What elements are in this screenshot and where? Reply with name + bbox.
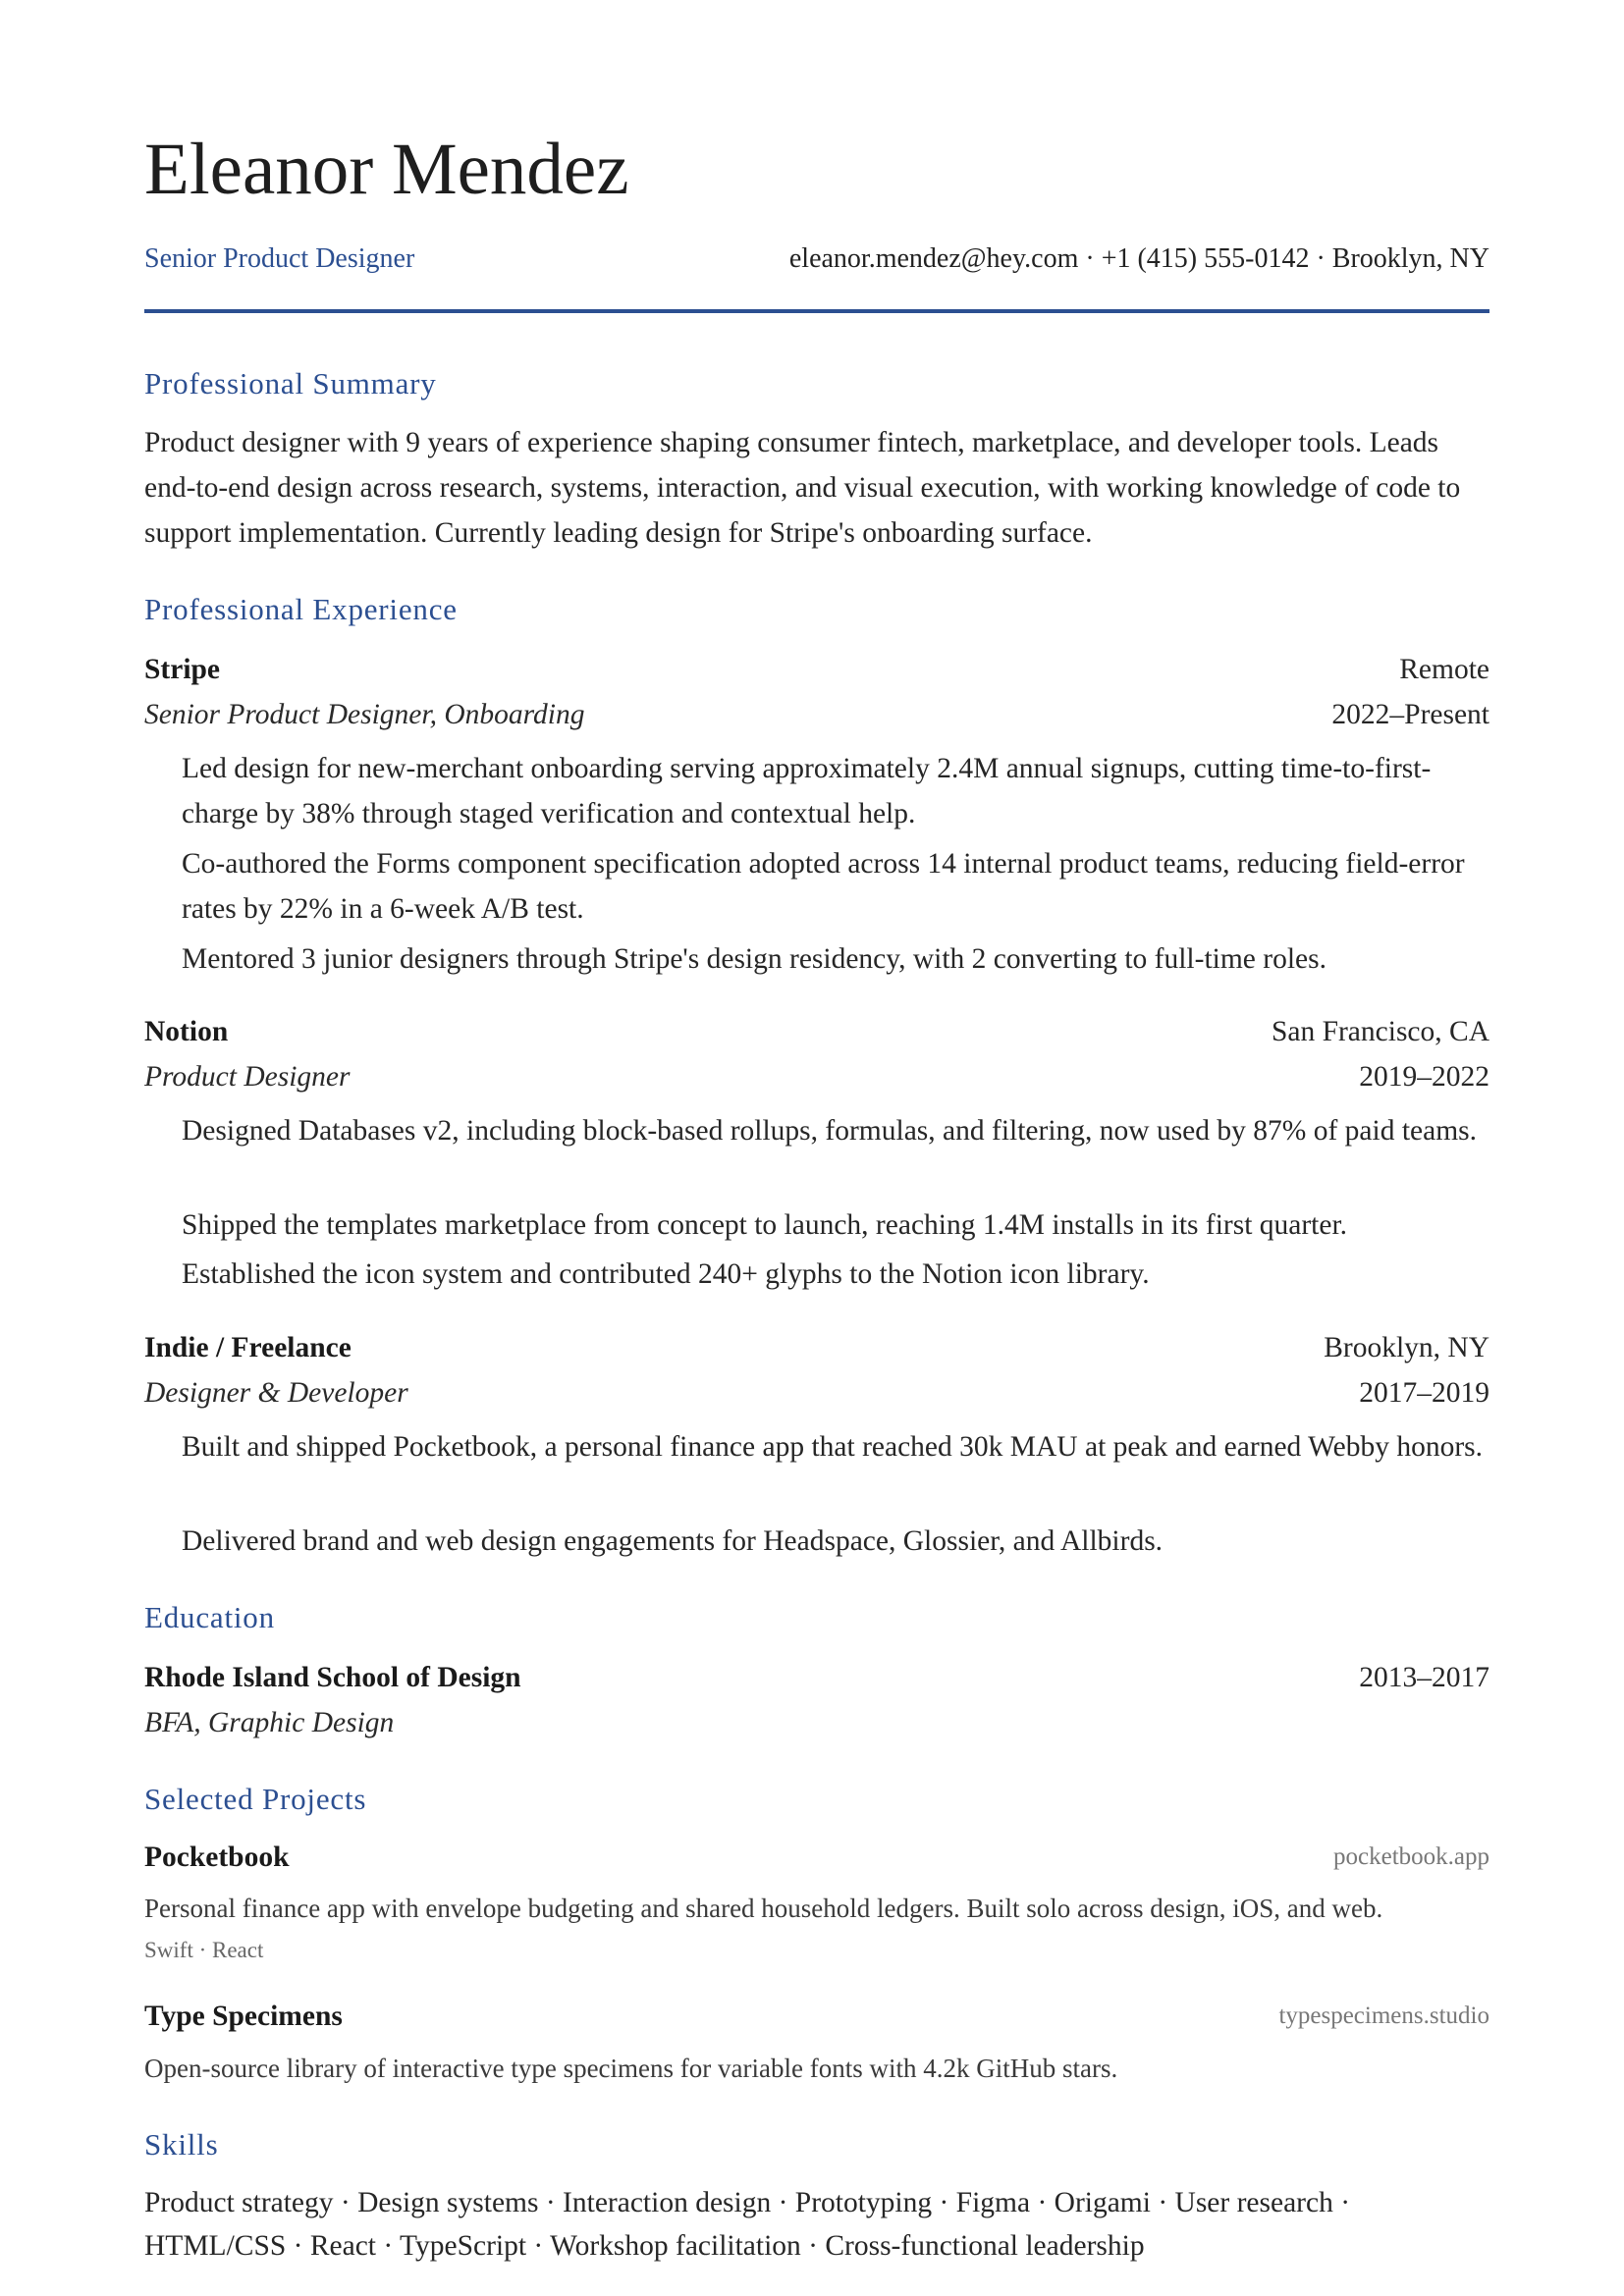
project-url: pocketbook.app [1333, 1843, 1489, 1870]
contact-info: eleanor.mendez@hey.com · +1 (415) 555-0142 · Brooklyn, NY [788, 243, 1489, 274]
job-bullet: Led design for new-merchant onboarding serving approximately 2.4M annual signups, cutting time-to-first-charge by 38% through staged verification and contextual help. [182, 753, 1432, 829]
job-bullet: Mentored 3 junior designers through Stripe's design residency, with 2 converting to full-time roles. [182, 943, 1326, 975]
education-subheader [144, 1703, 1489, 1742]
job-location: Brooklyn, NY [1324, 1332, 1489, 1363]
job-dates: 2017–2019 [1359, 1377, 1489, 1409]
job-bullet: Built and shipped Pocketbook, a personal finance app that reached 30k MAU at peak and earned Webby honors. [182, 1431, 1484, 1463]
job-company: Stripe [144, 654, 221, 685]
section-title-projects: Selected Projects [144, 1782, 367, 1816]
education-header [144, 1658, 1489, 1697]
skills-list: Product strategy · Design systems · Interaction design · Prototyping · Figma · Origami · User research · HTML/CSS · React · TypeScript · Workshop facilitation · Cross-functional leadership [144, 2187, 1351, 2262]
job-bullet: Established the icon system and contributed 240+ glyphs to the Notion icon library. [182, 1258, 1150, 1290]
candidate-role: Senior Product Designer [144, 243, 415, 274]
job-title: Senior Product Designer, Onboarding [144, 699, 585, 730]
job-dates: 2019–2022 [1359, 1061, 1489, 1093]
section-title-skills: Skills [144, 2127, 219, 2162]
candidate-name: Eleanor Mendez [144, 129, 629, 210]
job-location: Remote [1399, 654, 1489, 685]
job-bullet: Shipped the templates marketplace from concept to launch, reaching 1.4M installs in its first quarter. [182, 1209, 1348, 1241]
job-subheader [144, 1057, 1489, 1096]
job-title: Designer & Developer [144, 1377, 408, 1409]
project-header [144, 1997, 1489, 2036]
project-tech: Swift · React [144, 1938, 264, 1962]
section-title-experience: Professional Experience [144, 592, 458, 626]
project-description: Open-source library of interactive type specimens for variable fonts with 4.2k GitHub stars. [144, 2054, 1118, 2083]
education-dates: 2013–2017 [1359, 1662, 1489, 1693]
summary-text: Product designer with 9 years of experience shaping consumer fintech, marketplace, and developer tools. Leads end-to-end design across research, systems, interaction, and visual execution, with working knowledge of code to support implementation. Currently leading design for Stripe's onboarding surface. [144, 427, 1461, 549]
job-bullet: Delivered brand and web design engagements for Headspace, Glossier, and Allbirds. [182, 1525, 1164, 1557]
job-bullet: Designed Databases v2, including block-based rollups, formulas, and filtering, now used by 87% of paid teams. [182, 1115, 1478, 1147]
project-name: Pocketbook [144, 1842, 290, 1873]
job-header [144, 650, 1489, 689]
project-url: typespecimens.studio [1278, 2002, 1489, 2029]
project-header [144, 1838, 1489, 1877]
job-company: Indie / Freelance [144, 1332, 352, 1363]
education-school: Rhode Island School of Design [144, 1662, 521, 1693]
job-subheader [144, 1373, 1489, 1413]
section-title-education: Education [144, 1600, 275, 1634]
education-degree: BFA, Graphic Design [144, 1707, 395, 1738]
project-name: Type Specimens [144, 2001, 343, 2032]
header-divider [144, 309, 1489, 313]
job-location: San Francisco, CA [1271, 1016, 1489, 1047]
job-header [144, 1328, 1489, 1367]
project-description: Personal finance app with envelope budgeting and shared household ledgers. Built solo across design, iOS, and web. [144, 1894, 1383, 1923]
job-subheader [144, 695, 1489, 734]
section-title-summary: Professional Summary [144, 366, 437, 400]
job-title: Product Designer [144, 1061, 351, 1093]
job-header [144, 1012, 1489, 1051]
header-subline [144, 241, 1489, 277]
job-bullet: Co-authored the Forms component specification adopted across 14 internal product teams, reducing field-error rates by 22% in a 6-week A/B test. [182, 848, 1465, 925]
job-dates: 2022–Present [1331, 699, 1489, 730]
job-company: Notion [144, 1016, 229, 1047]
